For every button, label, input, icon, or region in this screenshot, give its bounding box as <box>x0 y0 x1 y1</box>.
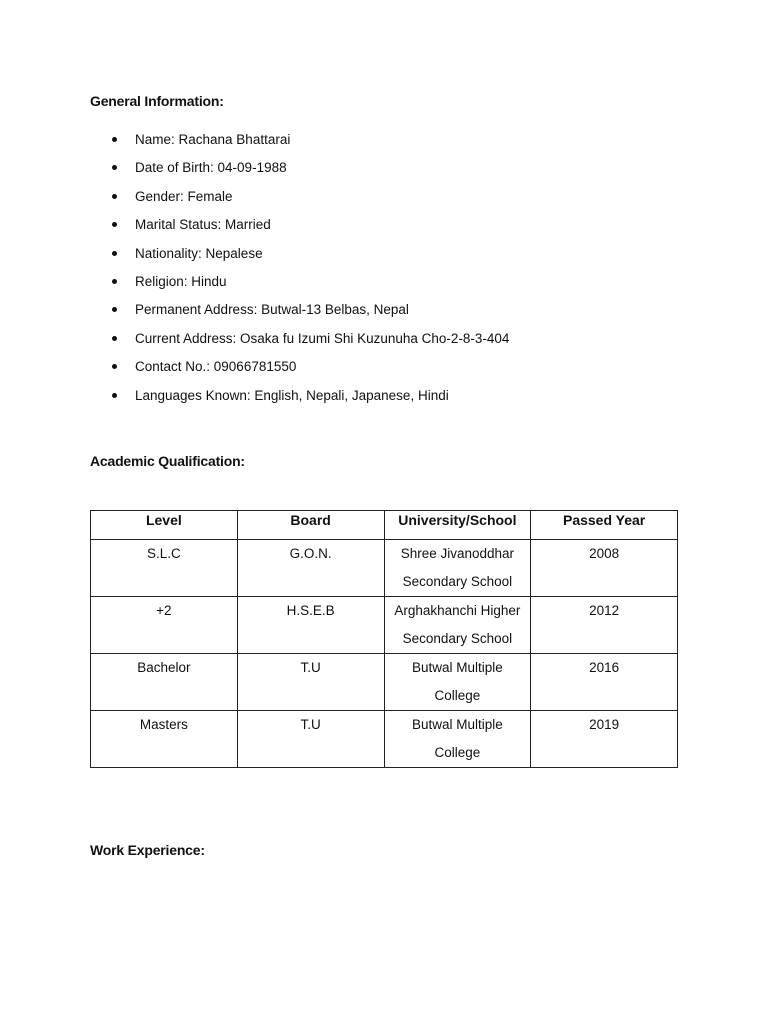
cell-passed-year: 2016 <box>531 654 678 711</box>
list-item <box>112 244 509 272</box>
bullet-icon <box>112 336 117 341</box>
bullet-icon <box>112 307 117 312</box>
bullet-icon <box>112 279 117 284</box>
bullet-icon <box>112 137 117 142</box>
list-item-text: Name: Rachana Bhattarai <box>135 132 291 147</box>
cell-level: +2 <box>91 597 238 654</box>
list-item-text: Marital Status: Married <box>135 217 271 233</box>
list-item <box>112 357 509 385</box>
cell-level: Bachelor <box>91 654 238 711</box>
cell-level: S.L.C <box>91 540 238 597</box>
general-information-list <box>112 130 509 414</box>
list-item <box>112 187 509 215</box>
table-row <box>91 540 678 597</box>
bullet-icon <box>112 251 117 256</box>
cell-university-school: Butwal Multiple College <box>384 654 531 711</box>
cell-board: G.O.N. <box>237 540 384 597</box>
list-item-text: Contact No.: 09066781550 <box>135 359 297 375</box>
list-item <box>112 386 509 414</box>
table-row <box>91 711 678 768</box>
list-item-text: Religion: Hindu <box>135 273 227 289</box>
list-item-text: Permanent Address: Butwal-13 Belbas, Nepal <box>135 302 409 318</box>
general-information-heading: General Information: <box>90 93 224 109</box>
work-experience-heading: Work Experience: <box>90 842 205 858</box>
table-header-row <box>91 511 678 540</box>
cell-passed-year: 2012 <box>531 597 678 654</box>
list-item-text: Nationality: Nepalese <box>135 245 263 261</box>
list-item-text: Date of Birth: 04-09-1988 <box>135 160 287 176</box>
list-item-text: Languages Known: English, Nepali, Japanese, Hindi <box>135 387 449 403</box>
table-row <box>91 654 678 711</box>
bullet-icon <box>112 165 117 170</box>
column-header-level: Level <box>91 511 238 540</box>
bullet-icon <box>112 364 117 369</box>
cell-passed-year: 2019 <box>531 711 678 768</box>
cell-passed-year: 2008 <box>531 540 678 597</box>
column-header-board: Board <box>237 511 384 540</box>
list-item <box>112 272 509 300</box>
cell-university-school: Shree Jivanoddhar Secondary School <box>384 540 531 597</box>
list-item <box>112 300 509 328</box>
bullet-icon <box>112 393 117 398</box>
academic-qualification-table <box>90 510 678 768</box>
cell-board: T.U <box>237 654 384 711</box>
cell-level: Masters <box>91 711 238 768</box>
list-item-text: Current Address: Osaka fu Izumi Shi Kuzunuha Cho-2-8-3-404 <box>135 330 510 346</box>
cell-board: T.U <box>237 711 384 768</box>
list-item <box>112 158 509 186</box>
cell-university-school: Butwal Multiple College <box>384 711 531 768</box>
table-row <box>91 597 678 654</box>
cell-board: H.S.E.B <box>237 597 384 654</box>
list-item <box>112 130 509 158</box>
academic-qualification-heading: Academic Qualification: <box>90 453 245 469</box>
column-header-university-school: University/School <box>384 511 531 540</box>
list-item-text: Gender: Female <box>135 188 233 204</box>
bullet-icon <box>112 222 117 227</box>
column-header-passed-year: Passed Year <box>531 511 678 540</box>
list-item <box>112 329 509 357</box>
list-item <box>112 215 509 243</box>
cell-university-school: Arghakhanchi Higher Secondary School <box>384 597 531 654</box>
bullet-icon <box>112 194 117 199</box>
